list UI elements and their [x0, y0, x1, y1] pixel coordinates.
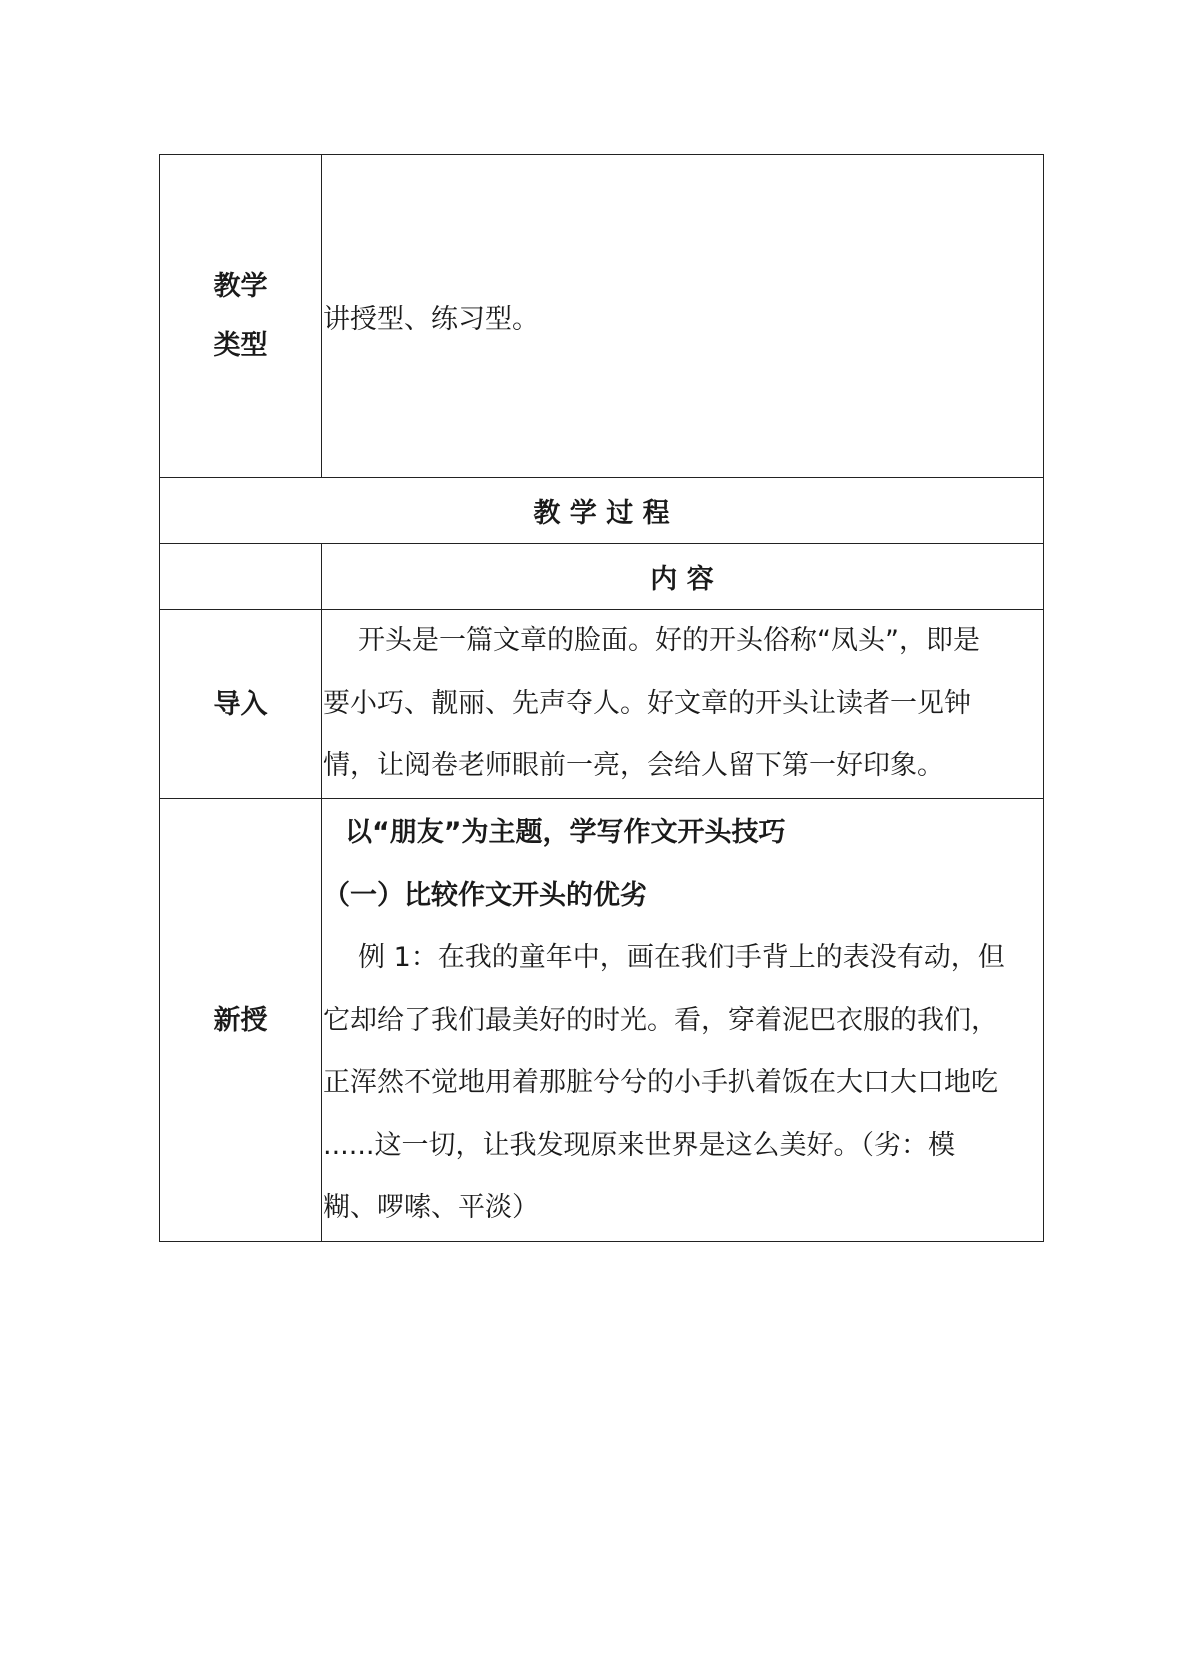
lesson-plan-table: [159, 154, 1044, 1242]
teaching-type-value: 讲授型、练习型。: [323, 303, 539, 335]
intro-text-line: 情，让阅卷老师眼前一亮，会给人留下第一好印象。: [323, 750, 944, 781]
process-header: 教 学 过 程: [533, 498, 670, 529]
teaching-type-label-line2: 类型: [213, 330, 268, 361]
intro-text-line: 开头是一篇文章的脸面。好的开头俗称“凤头”，即是: [358, 625, 980, 656]
new-lesson-heading: 以“朋友”为主题，学写作文开头技巧: [345, 817, 786, 848]
content-header-empty-cell: [160, 544, 322, 609]
intro-content-cell: [322, 610, 1043, 798]
new-lesson-label-cell: [160, 799, 322, 1241]
intro-label-cell: [160, 610, 322, 798]
new-lesson-text-line: 例 1：在我的童年中，画在我们手背上的表没有动，但: [358, 942, 1005, 973]
process-header-row: [160, 478, 1043, 544]
teaching-type-label-cell: [160, 155, 322, 477]
content-header: 内 容: [650, 564, 714, 595]
new-lesson-content-cell: [322, 799, 1043, 1241]
new-lesson-row: [160, 799, 1043, 1242]
new-lesson-text-line: 糊、啰嗦、平淡）: [323, 1192, 539, 1223]
teaching-type-row: [160, 155, 1043, 478]
new-lesson-text-line: 它却给了我们最美好的时光。看，穿着泥巴衣服的我们，: [323, 1004, 998, 1036]
content-header-row: [160, 544, 1043, 610]
new-lesson-label: 新授: [213, 1004, 268, 1036]
teaching-type-value-cell: [322, 155, 1043, 477]
intro-row: [160, 610, 1043, 799]
intro-label: 导入: [213, 688, 268, 720]
new-lesson-text-line: 正浑然不觉地用着那脏兮兮的小手扒着饭在大口大口地吃: [323, 1067, 998, 1098]
intro-text-line: 要小巧、靓丽、先声夺人。好文章的开头让读者一见钟: [323, 687, 971, 719]
new-lesson-subheading: （一）比较作文开头的优劣: [323, 879, 647, 911]
new-lesson-text-line: ......这一切，让我发现原来世界是这么美好。（劣：模: [323, 1129, 955, 1161]
teaching-type-label-line1: 教学: [213, 271, 268, 302]
